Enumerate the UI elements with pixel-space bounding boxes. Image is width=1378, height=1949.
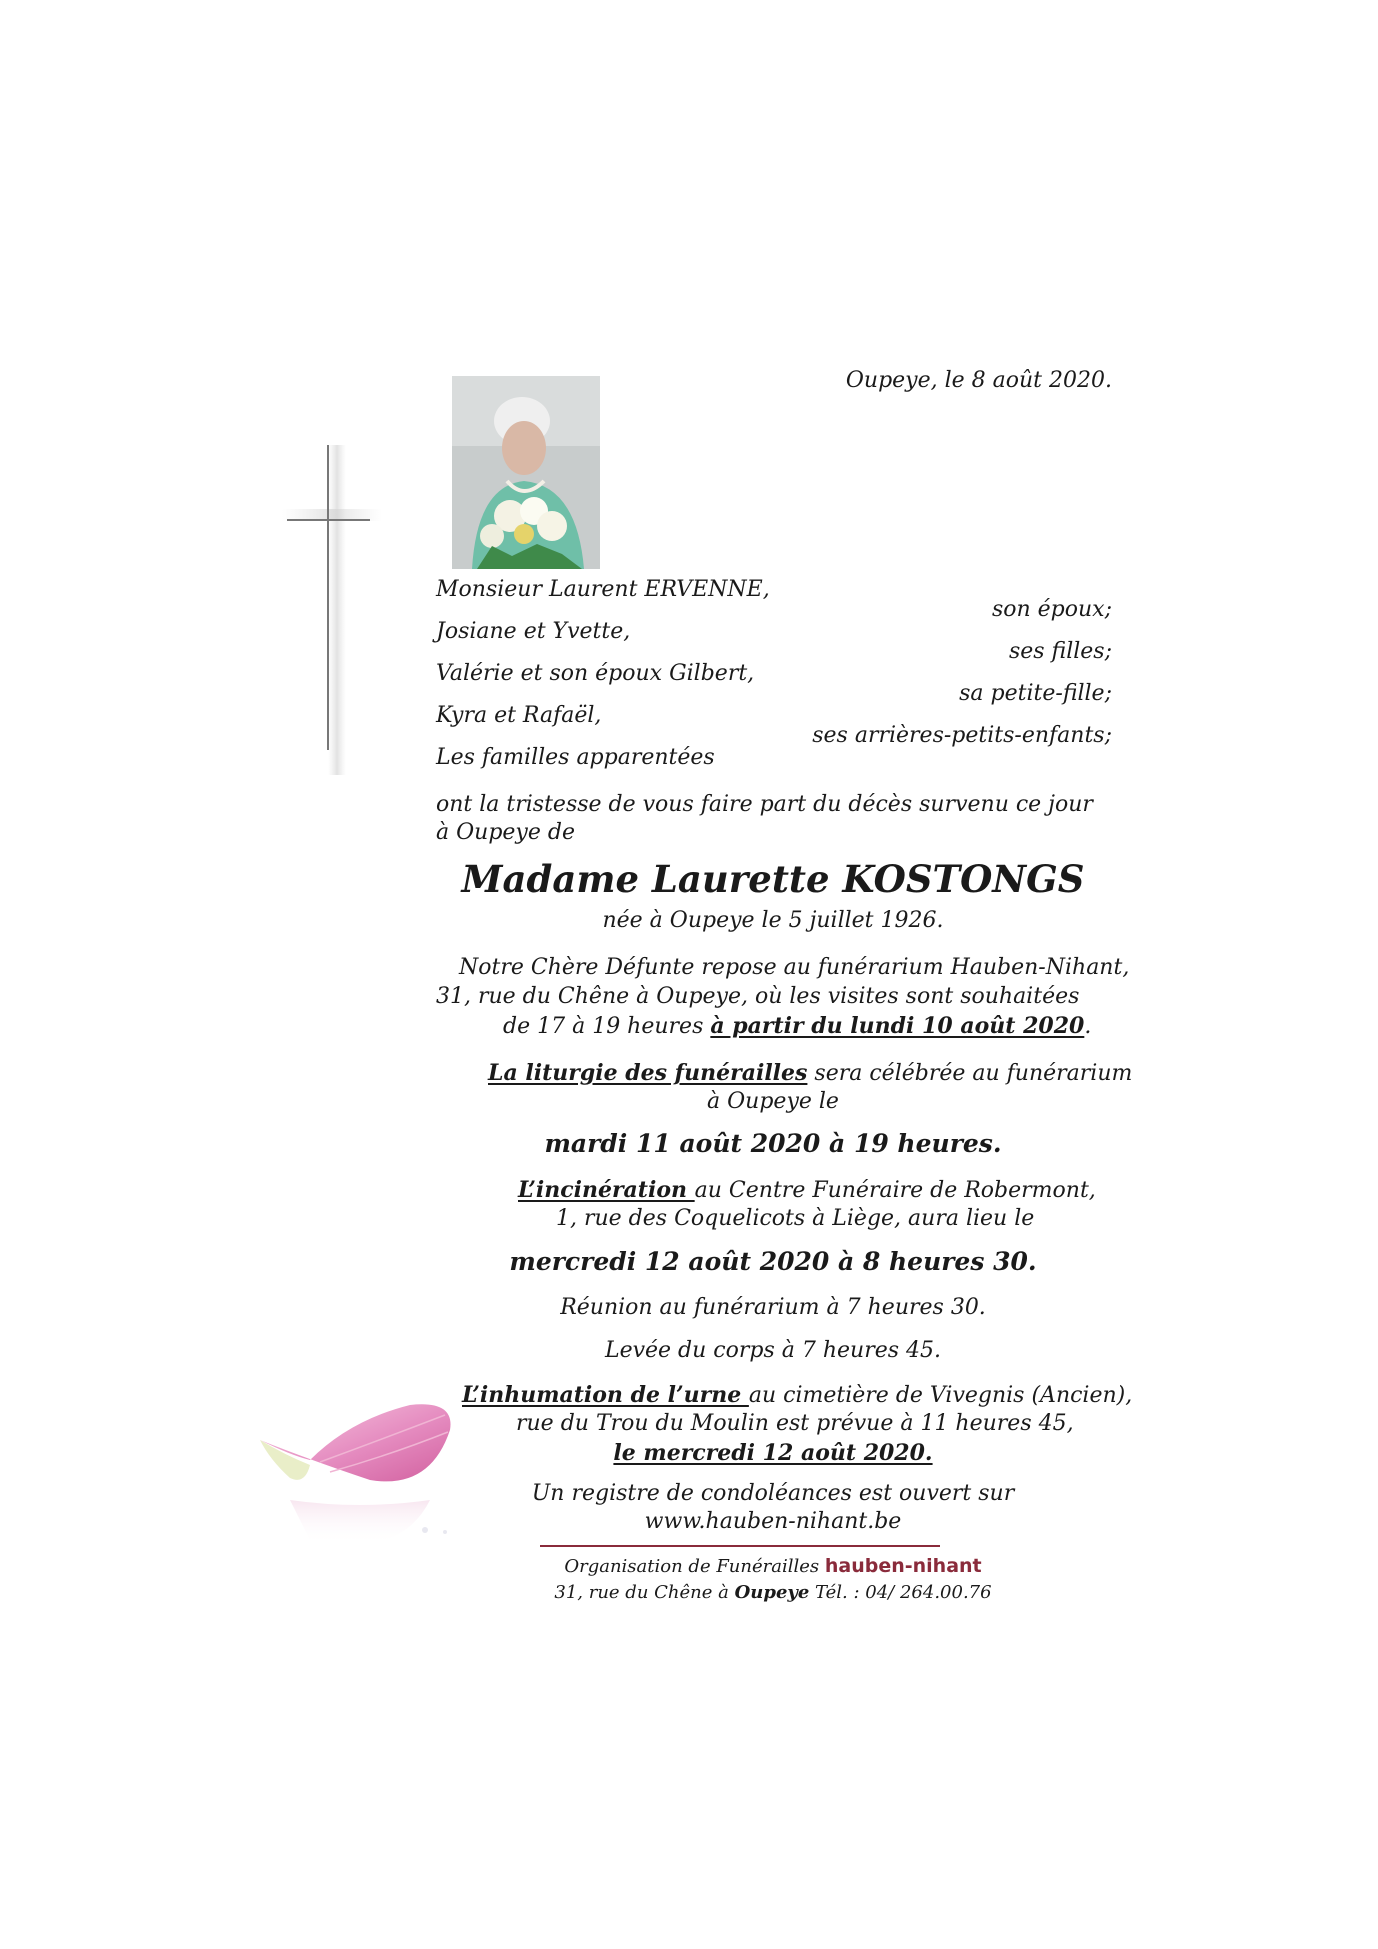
cross-icon — [282, 445, 382, 775]
family-member-2: Josiane et Yvette, — [436, 619, 631, 644]
footer-phone: Tél. : 04/ 264.00.76 — [809, 1582, 992, 1603]
liturgy-line-2: à Oupeye le — [707, 1089, 839, 1114]
burial-date: le mercredi 12 août 2020. — [613, 1440, 933, 1466]
footer-address — [423, 1582, 1123, 1603]
deceased-name: Madame Laurette KOSTONGS — [461, 857, 1085, 901]
visits-hours: de 17 à 19 heures — [503, 1014, 711, 1039]
burial-line-1 — [462, 1382, 1132, 1408]
visits-line-1: Notre Chère Défunte repose au funérarium Hauben-Nihant, — [459, 955, 1130, 980]
family-member-3: Valérie et son époux Gilbert, — [436, 661, 755, 686]
visits-period: . — [1084, 1014, 1092, 1039]
portrait-photo — [452, 376, 600, 569]
relation-2: ses filles; — [1008, 639, 1112, 664]
family-member-4: Kyra et Rafaël, — [436, 703, 602, 728]
incineration-line-1 — [518, 1177, 1096, 1203]
liturgy-label: La liturgie des funérailles — [488, 1060, 808, 1086]
liturgy-rest: sera célébrée au funérarium — [807, 1061, 1133, 1086]
burial-label: L’inhumation de l’urne — [462, 1382, 749, 1408]
incineration-rest: au Centre Funéraire de Robermont, — [694, 1178, 1096, 1203]
burial-rest: au cimetière de Vivegnis (Ancien), — [748, 1383, 1133, 1408]
footer-city: Oupeye — [734, 1582, 810, 1603]
liturgy-datetime: mardi 11 août 2020 à 19 heures. — [544, 1129, 1002, 1158]
footer-divider — [540, 1545, 940, 1547]
registry-website[interactable]: www.hauben-nihant.be — [644, 1509, 902, 1534]
visits-line-3 — [503, 1013, 1091, 1039]
meeting-line: Réunion au funérarium à 7 heures 30. — [560, 1295, 986, 1320]
footer-org-label: Organisation de Funérailles — [564, 1556, 825, 1577]
brand-logo: hauben-nihant — [824, 1555, 982, 1577]
birth-line: née à Oupeye le 5 juillet 1926. — [602, 908, 944, 933]
liturgy-line-1 — [488, 1060, 1132, 1086]
relation-1: son époux; — [991, 597, 1112, 622]
burial-line-2: rue du Trou du Moulin est prévue à 11 heures 45, — [516, 1411, 1074, 1436]
family-member-5: Les familles apparentées — [436, 745, 715, 770]
date-line: Oupeye, le 8 août 2020. — [845, 368, 1112, 393]
footer-street: 31, rue du Chêne à — [554, 1582, 735, 1603]
burial-line-3 — [423, 1440, 1123, 1466]
announcement-line-1: ont la tristesse de vous faire part du décès survenu ce jour — [436, 792, 1093, 817]
levee-line: Levée du corps à 7 heures 45. — [604, 1338, 942, 1363]
incineration-line-2: 1, rue des Coquelicots à Liège, aura lieu le — [556, 1206, 1035, 1231]
family-member-1: Monsieur Laurent ERVENNE, — [436, 577, 770, 602]
relation-3: sa petite-fille; — [959, 681, 1112, 706]
registry-line-1: Un registre de condoléances est ouvert sur — [531, 1481, 1015, 1506]
relation-4: ses arrières-petits-enfants; — [812, 723, 1112, 748]
visits-line-2: 31, rue du Chêne à Oupeye, où les visites sont souhaitées — [436, 984, 1080, 1009]
incineration-label: L’incinération — [518, 1177, 695, 1203]
visits-start-date: à partir du lundi 10 août 2020 — [710, 1013, 1085, 1039]
footer-organisation — [423, 1555, 1123, 1577]
announcement-line-2: à Oupeye de — [436, 820, 575, 845]
incineration-datetime: mercredi 12 août 2020 à 8 heures 30. — [509, 1247, 1037, 1276]
